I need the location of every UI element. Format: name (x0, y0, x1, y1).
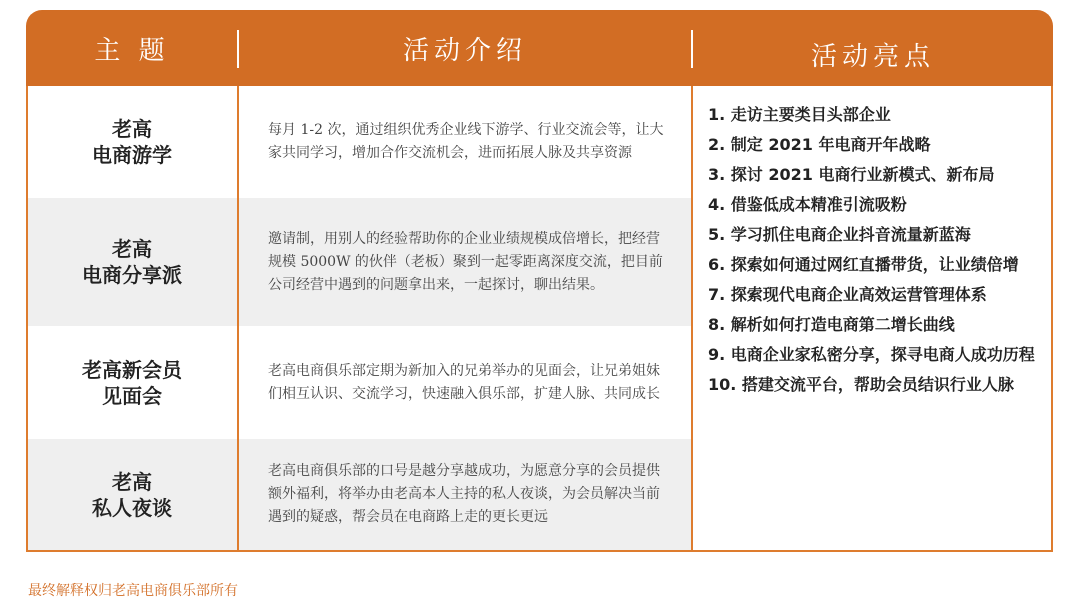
row-topic (26, 439, 238, 550)
table-row (26, 439, 692, 550)
row-description: 老高电商俱乐部定期为新加入的兄弟举办的见面会，让兄弟姐妹们相互认识、交流学习，快速融入俱乐部，扩建人脉、共同成长 (268, 362, 660, 402)
topic-line: 见面会 (102, 383, 162, 408)
table-header (26, 10, 1053, 86)
row-topic (26, 86, 238, 198)
table-row (26, 198, 692, 326)
header-intro: 活动介绍 (402, 35, 527, 66)
row-description: 每月 1-2 次，通过组织优秀企业线下游学、行业交流会等，让大家共同学习，增加合作交流机会，进而拓展人脉及共享资源 (268, 122, 664, 161)
topic-line: 私人夜谈 (92, 495, 172, 520)
row-description: 邀请制，用别人的经验帮助你的企业业绩规模成倍增长，把经营规模 5000W 的伙伴（老板）聚到一起零距离深度交流，把目前公司经营中遇到的问题拿出来，一起探讨，聊出结果。 (268, 230, 663, 293)
table-row (26, 86, 692, 198)
highlights-panel (694, 86, 1053, 550)
highlight-item: 5. 学习抓住电商企业抖音流量新蓝海 (708, 225, 971, 244)
table-row (26, 326, 692, 439)
header-highlights: 活动亮点 (810, 41, 935, 72)
topic-line: 老高新会员 (82, 357, 182, 382)
highlight-item: 3. 探讨 2021 电商行业新模式、新布局 (708, 165, 995, 184)
topic-line: 老高 (112, 117, 152, 141)
topic-line: 电商分享派 (82, 263, 182, 287)
highlight-item: 10. 搭建交流平台，帮助会员结识行业人脉 (708, 375, 1014, 394)
row-description: 老高电商俱乐部的口号是越分享越成功，为愿意分享的会员提供额外福利，将举办由老高本人主持的私人夜谈，为会员解决当前遇到的疑惑，帮会员在电商路上走的更长更远 (268, 463, 660, 525)
highlight-item: 1. 走访主要类目头部企业 (708, 105, 891, 124)
highlight-item: 7. 探索现代电商企业高效运营管理体系 (708, 285, 987, 304)
highlights-list (708, 104, 1038, 404)
header-topic: 主 题 (94, 35, 170, 66)
topic-line: 老高 (112, 469, 152, 494)
highlight-item: 6. 探索如何通过网红直播带货，让业绩倍增 (708, 255, 1019, 274)
column-divider (691, 86, 693, 550)
topic-line: 老高 (112, 237, 152, 261)
row-topic (26, 326, 238, 439)
topic-line: 电商游学 (92, 143, 172, 167)
highlight-item: 9. 电商企业家私密分享，探寻电商人成功历程 (708, 345, 1035, 364)
highlight-item: 2. 制定 2021 年电商开年战略 (708, 135, 931, 154)
row-topic (26, 198, 238, 326)
table-border-left (26, 86, 28, 550)
activity-table (26, 10, 1053, 552)
highlight-item: 4. 借鉴低成本精准引流吸粉 (708, 195, 907, 214)
highlight-item: 8. 解析如何打造电商第二增长曲线 (708, 315, 955, 334)
table-border-right (1051, 86, 1053, 550)
footer-note: 最终解释权归老高电商俱乐部所有 (28, 583, 238, 599)
column-divider (237, 86, 239, 550)
